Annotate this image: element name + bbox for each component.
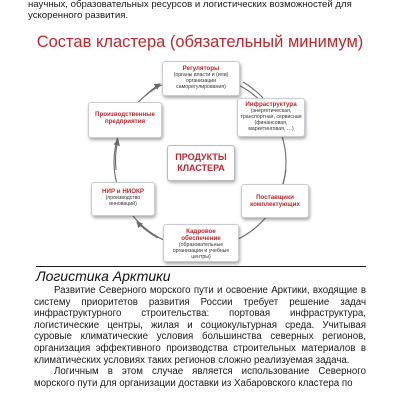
node-title: Регуляторы [182,65,220,72]
cycle-arrow [145,84,160,96]
node-suppliers [241,184,309,218]
node-desc: (образовательные организации и учебные центры) [172,242,230,260]
section-title: Логистика Арктики [36,268,171,284]
node-desc: (органы власти и (или) организации саморегулирования) [173,72,229,90]
paragraph: Развитие Северного морского пути и освоение Арктики, входящие в систему приоритетов развития России требует решение задач инфраструктурного строительства: портовая инфраструктура, логистические центры, жилая и социокультурная среда. Учитывая суровые климатические условия большинства северных регионов, организация эффективного производства строительных материалов в климатических условиях таких регионов сложно реализуемая задача. [34,285,366,366]
node-research [91,182,155,216]
node-title: Производственные предприятия [95,111,155,125]
node-infrastructure [237,98,305,137]
node-title: НИР и НИОКР [102,188,144,195]
paragraph: Логичным в этом случае является использование Северного морского пути для организации доставки из Хабаровского кластера по [34,366,366,389]
center-line-1: ПРОДУКТЫ [175,152,227,162]
section-body [34,285,366,389]
cluster-products [167,145,235,181]
diagram-title: Состав кластера (обязательный минимум) [36,33,364,51]
node-manufacturers [88,102,162,138]
node-staffing [163,224,239,262]
intro-line-1: научных, образовательных ресурсов и логистических возможностей для [28,0,352,10]
node-desc: (энергетическая, транспортная, сервисная (финансовая, маркетинговая, …) [240,108,302,132]
center-line-2: КЛАСТЕРА [177,163,225,173]
node-title: Инфраструктура [245,101,297,108]
section-rule [36,266,366,267]
intro-line-2: ускоренного развития. [28,10,129,21]
node-title: Кадровое обеспечение [181,228,221,242]
node-regulators [162,61,240,96]
node-title: Поставщики комплектующих [250,194,300,208]
node-desc: (производство инноваций) [105,195,141,207]
